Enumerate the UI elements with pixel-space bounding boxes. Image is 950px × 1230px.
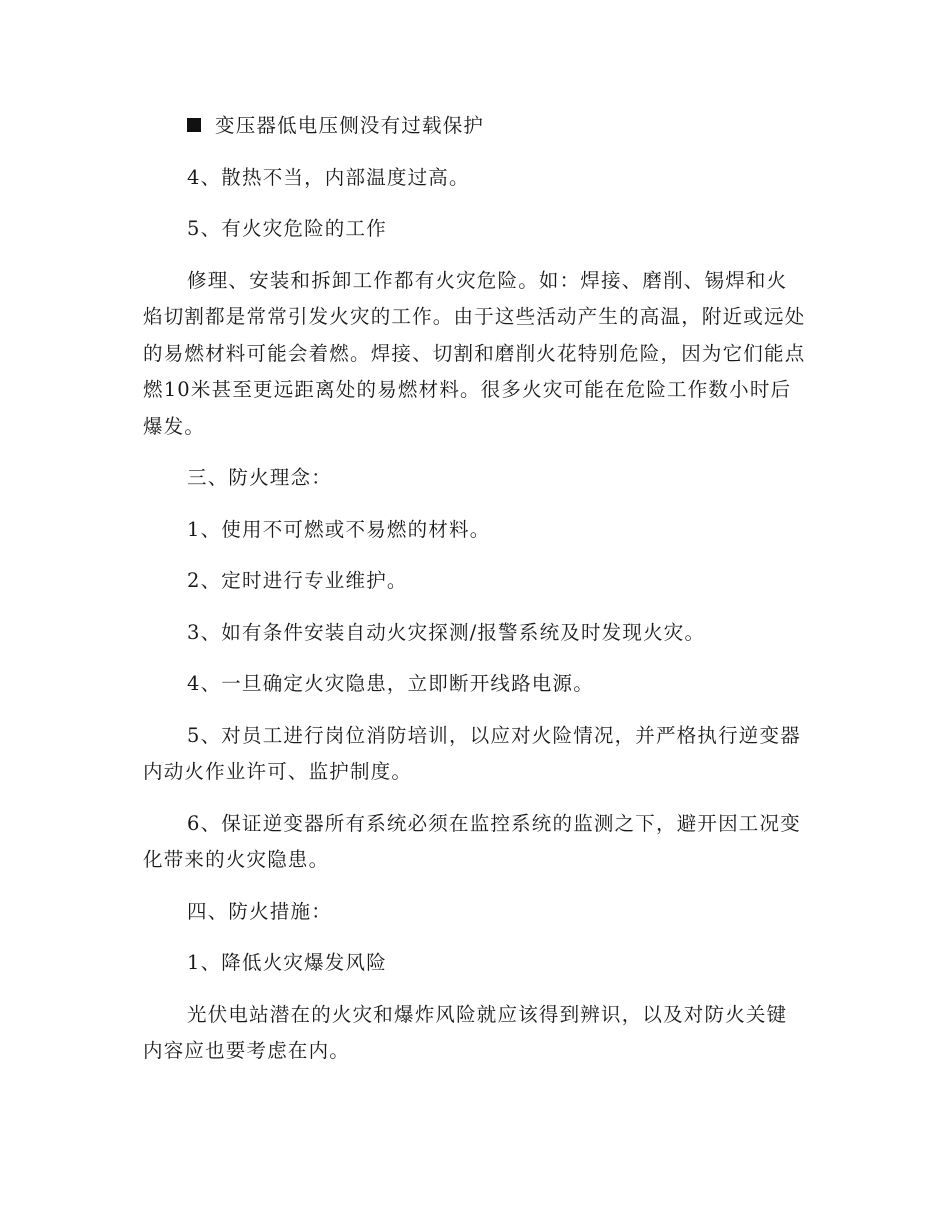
paragraph-concept-5: 5、对员工进行岗位消防培训，以应对火险情况，并严格执行逆变器内动火作业许可、监护制度。 xyxy=(143,723,801,783)
paragraph-concept-3: 3、如有条件安装自动火灾探测/报警系统及时发现火灾。 xyxy=(187,620,706,644)
paragraph-heat-dissipation: 4、散热不当，内部温度过高。 xyxy=(187,165,470,189)
paragraph-measure-1-heading: 1、降低火灾爆发风险 xyxy=(187,951,387,974)
paragraph-concept-1: 1、使用不可燃或不易燃的材料。 xyxy=(187,517,491,541)
paragraph-concept-4: 4、一旦确定火灾隐患，立即断开线路电源。 xyxy=(187,672,594,695)
document-body xyxy=(143,108,807,1070)
square-bullet-icon xyxy=(187,118,201,132)
paragraph-measure-1-body: 光伏电站潜在的火灾和爆炸风险就应该得到辨识，以及对防火关键内容应也要考虑在内。 xyxy=(143,1002,788,1062)
paragraph-fire-risk-work-body: 修理、安装和拆卸工作都有火灾危险。如：焊接、磨削、锡焊和火焰切割都是常常引发火灾的工作。由于这些活动产生的高温，附近或远处的易燃材料可能会着燃。焊接、切割和磨削火花特别危险，因为它们能点燃10米甚至更远距离处的易燃材料。很多火灾可能在危险工作数小时后爆发。 xyxy=(143,268,806,438)
section-heading-fire-prevention-measures: 四、防火措施： xyxy=(187,899,332,923)
bullet-paragraph xyxy=(143,108,807,145)
paragraph-concept-2: 2、定时进行专业维护。 xyxy=(187,569,408,592)
paragraph-concept-6: 6、保证逆变器所有系统必须在监控系统的监测之下，避开因工况变化带来的火灾隐患。 xyxy=(143,811,801,871)
paragraph-fire-risk-work-heading: 5、有火灾危险的工作 xyxy=(187,217,387,240)
section-heading-fire-prevention-concept: 三、防火理念： xyxy=(187,466,332,489)
bullet-text: 变压器低电压侧没有过载保护 xyxy=(215,114,485,137)
